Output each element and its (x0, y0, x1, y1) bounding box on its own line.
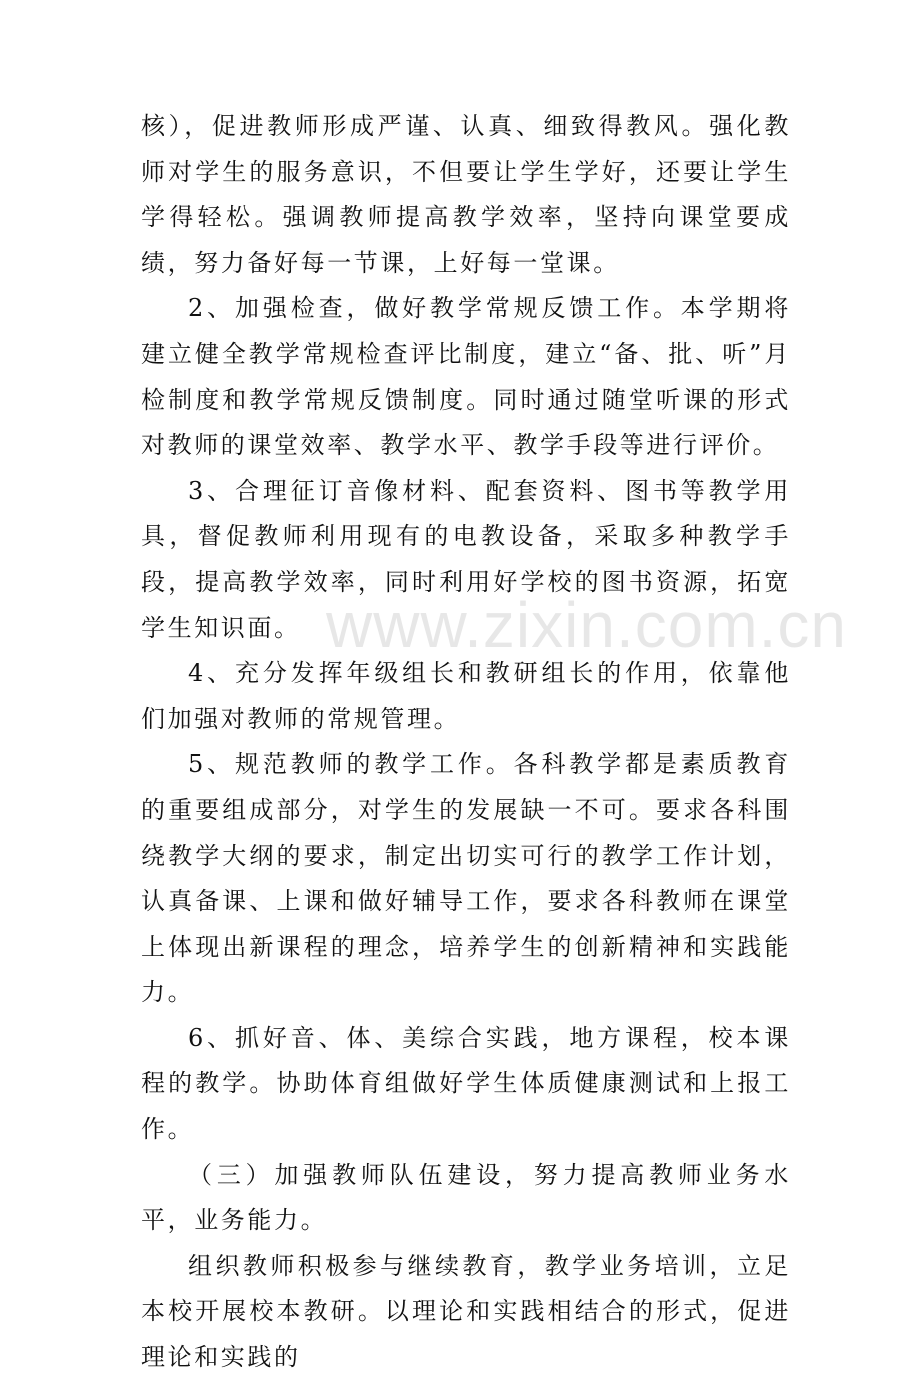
document-body (141, 104, 791, 1381)
paragraph-continuation: 核），促进教师形成严谨、认真、细致得教风。强化教师对学生的服务意识，不但要让学生学好，还要让学生学得轻松。强调教师提高教学效率，坚持向课堂要成绩，努力备好每一节课，上好每一堂课。 (141, 112, 791, 277)
paragraph-training: 组织教师积极参与继续教育，教学业务培训，立足本校开展校本教研。以理论和实践相结合的形式，促进理论和实践的 (141, 1251, 791, 1372)
paragraph-item-5: 5、规范教师的教学工作。各科教学都是素质教育的重要组成部分，对学生的发展缺一不可。要求各科围绕教学大纲的要求，制定出切实可行的教学工作计划，认真备课、上课和做好辅导工作，要求各科教师在课堂上体现出新课程的理念，培养学生的创新精神和实践能力。 (141, 750, 791, 1007)
paragraph-item-6: 6、抓好音、体、美综合实践，地方课程，校本课程的教学。协助体育组做好学生体质健康测试和上报工作。 (141, 1023, 791, 1144)
paragraph-item-2: 2、加强检查，做好教学常规反馈工作。本学期将建立健全教学常规检查评比制度，建立“备、批、听”月检制度和教学常规反馈制度。同时通过随堂听课的形式对教师的课堂效率、教学水平、教学手段等进行评价。 (141, 294, 791, 460)
paragraph-item-3: 3、合理征订音像材料、配套资料、图书等教学用具，督促教师利用现有的电教设备，采取多种教学手段，提高教学效率，同时利用好学校的图书资源，拓宽学生知识面。 (141, 476, 791, 642)
section-heading-3: （三）加强教师队伍建设，努力提高教师业务水平，业务能力。 (141, 1160, 791, 1235)
paragraph-item-4: 4、充分发挥年级组长和教研组长的作用，依靠他们加强对教师的常规管理。 (141, 659, 791, 733)
watermark: www.zixin.com.cn (326, 589, 847, 661)
